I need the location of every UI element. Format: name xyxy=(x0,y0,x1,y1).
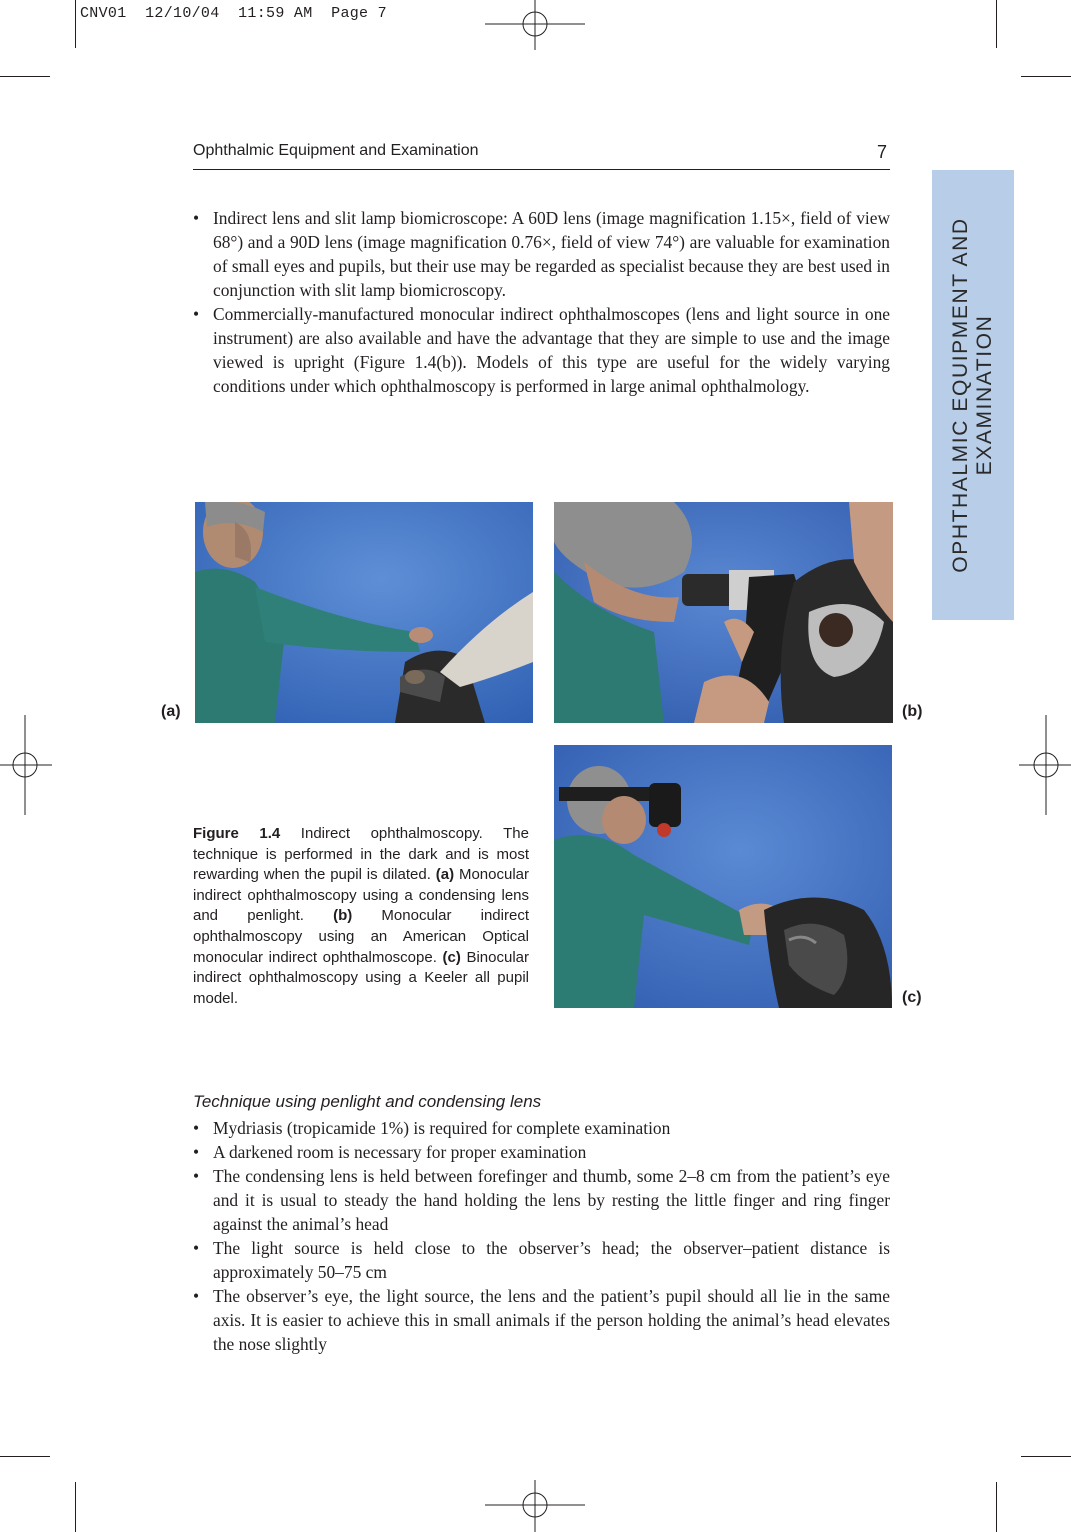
technique-bullet-light-source: • The light source is held close to the observer’s head; the observer–patient distance is approximately 50–75 cm xyxy=(193,1236,890,1284)
bullet-indirect-lens: • Indirect lens and slit lamp biomicroscope: A 60D lens (image magnification 1.15×, field of view 68°) and a 90D lens (image magnification 0.76×, field of view 74°) are valuable for examination of small eyes and pupils, but their use may be regarded as specialist because they are best used in conjunction with slit lamp biomicroscopy. xyxy=(193,206,890,302)
printer-slug: CNV01 12/10/04 11:59 AM Page 7 xyxy=(80,5,387,22)
figure-caption xyxy=(193,824,529,1009)
caption-ref-c: (c) xyxy=(442,948,461,966)
technique-bullet-list xyxy=(193,1116,890,1356)
technique-bullet-mydriasis: • Mydriasis (tropicamide 1%) is required for complete examination xyxy=(193,1116,890,1140)
technique-heading: Technique using penlight and condensing lens xyxy=(193,1092,542,1111)
chapter-side-tab xyxy=(932,170,1014,620)
caption-text-2: Monocular indirect ophthalmoscopy using a condensing lens and penlight. xyxy=(193,866,530,925)
caption-text-4: Binocular indirect ophthalmoscopy using a Keeler all pupil model. xyxy=(193,948,529,1007)
technique-bullet-axis: • The observer’s eye, the light source, the lens and the patient’s pupil should all lie in the same axis. It is easier to achieve this in small animals if the person holding the animal’s head elevates the nose slightly xyxy=(193,1284,890,1356)
registration-mark-bottom xyxy=(485,1480,585,1532)
caption-ref-b: (b) xyxy=(333,907,353,925)
caption-text-1: Indirect ophthalmoscopy. The technique is performed in the dark and is most rewarding when the pupil is dilated. xyxy=(193,825,529,884)
running-header-title: Ophthalmic Equipment and Examination xyxy=(193,142,479,159)
page-number: 7 xyxy=(877,142,888,162)
bullet-monocular-ophthalmoscopes: • Commercially-manufactured monocular indirect ophthalmoscopes (lens and light source in one instrument) are also available and have the advantage that they are simple to use and the image viewed is upright (Figure 1.4(b)). Models of this type are useful for the widely varying conditions under which ophthalmoscopy is performed in large animal ophthalmology. xyxy=(193,302,890,398)
technique-bullet-darkened-room: • A darkened room is necessary for proper examination xyxy=(193,1140,890,1164)
caption-ref-a: (a) xyxy=(435,866,455,884)
registration-mark-right xyxy=(1019,715,1071,815)
technique-bullet-condensing-lens: • The condensing lens is held between forefinger and thumb, some 2–8 cm from the patient’s eye and it is usual to steady the hand holding the lens by resting the little finger and ring finger against the animal’s head xyxy=(193,1164,890,1236)
caption-figure-label: Figure 1.4 xyxy=(193,825,281,842)
photo-a-label: (a) xyxy=(161,703,181,720)
registration-mark-top xyxy=(485,0,585,50)
photo-c-binocular-ophthalmoscope xyxy=(554,745,892,1008)
photo-a-penlight-examination xyxy=(195,502,533,723)
registration-mark-left xyxy=(0,715,52,815)
intro-bullet-list xyxy=(193,206,890,398)
photo-b-label: (b) xyxy=(902,703,923,720)
chapter-tab-line-1: OPHTHALMIC EQUIPMENT AND xyxy=(949,217,972,573)
chapter-tab-line-2: EXAMINATION xyxy=(973,314,996,476)
chapter-tab-label xyxy=(949,170,997,620)
header-rule xyxy=(193,169,890,170)
caption-text-3: Monocular indirect ophthalmoscopy using an American Optical monocular indirect ophthalmoscope. xyxy=(193,907,529,966)
photo-b-monocular-ophthalmoscope xyxy=(554,502,893,723)
photo-c-label: (c) xyxy=(902,989,922,1006)
